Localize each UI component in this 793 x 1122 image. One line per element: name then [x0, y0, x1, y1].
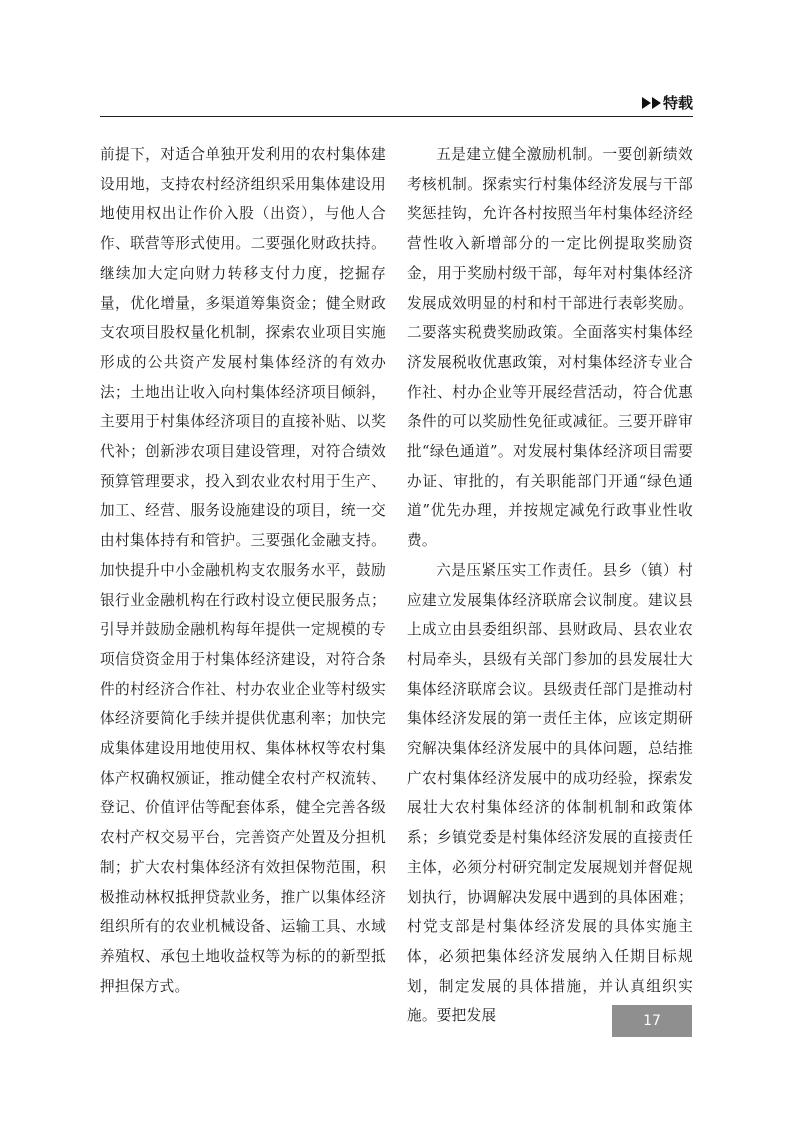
- section-header: [642, 92, 693, 113]
- double-play-arrow-icon: [642, 97, 661, 109]
- left-column: [100, 140, 386, 1001]
- page-number-badge: 17: [612, 1005, 692, 1037]
- left-paragraph: 前提下，对适合单独开发利用的农村集体建设用地，支持农村经济组织采用集体建设用地使用权出让作价入股（出资），与他人合作、联营等形式使用。二要强化财政扶持。继续加大定向财力转移支付力度，挖掘存量，优化增量，多渠道筹集资金；健全财政支农项目股权量化机制，探索农业项目实施形成的公共资产发展村集体经济的有效办法；土地出让收入向村集体经济项目倾斜，主要用于村集体经济项目的直接补贴、以奖代补；创新涉农项目建设管理，对符合绩效预算管理要求，投入到农业农村用于生产、加工、经营、服务设施建设的项目，统一交由村集体持有和管护。三要强化金融支持。加快提升中小金融机构支农服务水平，鼓励银行业金融机构在行政村设立便民服务点；引导并鼓励金融机构每年提供一定规模的专项信贷资金用于村集体经济建设，对符合条件的村经济合作社、村办农业企业等村级实体经济要简化手续并提供优惠利率；加快完成集体建设用地使用权、集体林权等农村集体产权确权颁证，推动健全农村产权流转、登记、价值评估等配套体系，健全完善各级农村产权交易平台，完善资产处置及分担机制；扩大农村集体经济有效担保物范围，积极推动林权抵押贷款业务，推广以集体经济组织所有的农业机械设备、运输工具、水域养殖权、承包土地收益权等为标的的新型抵押担保方式。: [100, 146, 386, 995]
- right-paragraph-incentive: 五是建立健全激励机制。一要创新绩效考核机制。探索实行村集体经济发展与干部奖惩挂钩，允许各村按照当年村集体经济经营性收入新增部分的一定比例提取奖励资金，用于奖励村级干部，每年对村集体经济发展成效明显的村和村干部进行表彰奖励。二要落实税费奖励政策。全面落实村集体经济发展税收优惠政策，对村集体经济专业合作社、村办企业等开展经营活动，符合优惠条件的可以奖励性免征或减征。三要开辟审批“绿色通道”。对发展村集体经济项目需要办证、审批的，有关职能部门开通“绿色通道”优先办理，并按规定减免行政事业性收费。: [407, 146, 693, 550]
- section-label: 特载: [662, 94, 693, 112]
- right-column: [407, 140, 693, 1031]
- header-divider: [100, 116, 693, 117]
- right-paragraph-responsibility: 六是压紧压实工作责任。县乡（镇）村应建立发展集体经济联席会议制度。建议县上成立由县委组织部、县财政局、县农业农村局牵头，县级有关部门参加的县发展壮大集体经济联席会议。县级责任部门是推动村集体经济发展的第一责任主体，应该定期研究解决集体经济发展中的具体问题，总结推广农村集体经济发展中的成功经验，探索发展壮大农村集体经济的体制机制和政策体系；乡镇党委是村集体经济发展的直接责任主体，必须分村研究制定发展规划并督促规划执行，协调解决发展中遇到的具体困难；村党支部是村集体经济发展的具体实施主体，必须把集体经济发展纳入任期目标规划，制定发展的具体措施，并认真组织实施。要把发展: [407, 561, 693, 1025]
